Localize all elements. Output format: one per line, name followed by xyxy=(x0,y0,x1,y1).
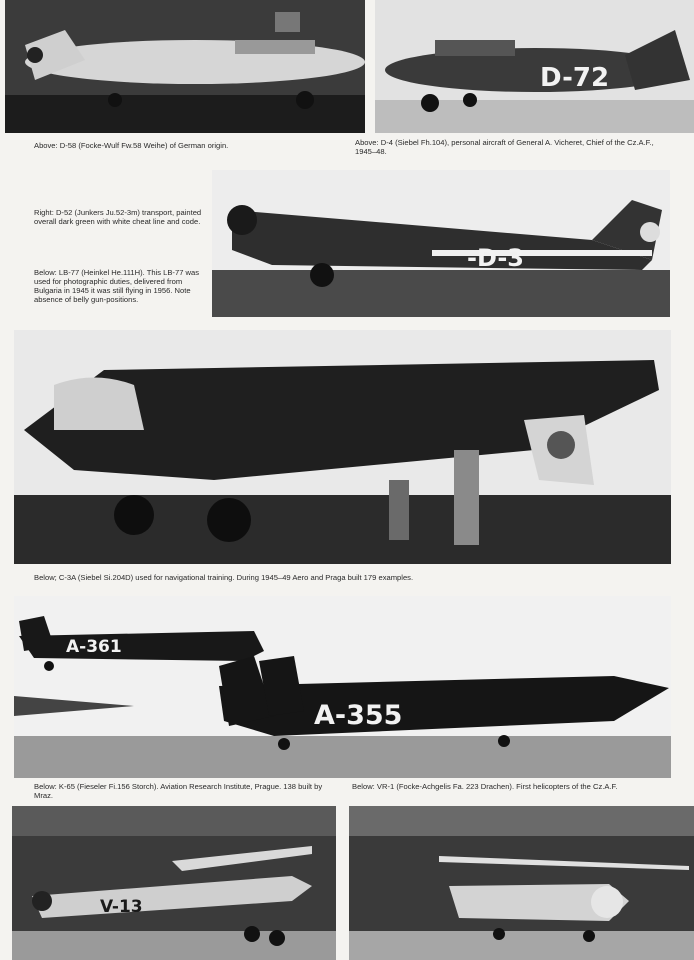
photo-c3a-siebel xyxy=(14,596,671,778)
photo-d58-weihe xyxy=(5,0,365,133)
aircraft-code: V-13 xyxy=(100,897,143,917)
aircraft-illustration xyxy=(212,170,670,317)
caption-k65: Below: K-65 (Fieseler Fi.156 Storch). Aviation Research Institute, Prague. 138 built by Mraz. xyxy=(34,782,323,800)
aircraft-illustration xyxy=(375,0,694,133)
photo-vr1-drachen xyxy=(349,806,694,960)
aircraft-illustration xyxy=(14,596,671,778)
caption-d58: Above: D-58 (Focke-Wulf Fw.58 Weihe) of German origin. xyxy=(34,141,229,150)
caption-d4: Above: D-4 (Siebel Fh.104), personal aircraft of General A. Vicheret, Chief of the Cz.A.F., 1945–48. xyxy=(355,138,654,156)
caption-vr1: Below: VR-1 (Focke-Achgelis Fa. 223 Drachen). First helicopters of the Cz.A.F. xyxy=(352,782,618,791)
caption-lb77: Below: LB-77 (Heinkel He.111H). This LB-77 was used for photographic duties, delivered from Bulgaria in 1945 it was still flying in 1956. Note absence of belly gun-positions. xyxy=(34,268,200,304)
photo-k65-storch xyxy=(12,806,336,960)
photo-d52-junkers xyxy=(212,170,670,317)
caption-c3a: Below; C-3A (Siebel Si.204D) used for navigational training. During 1945–49 Aero and Praga built 179 examples. xyxy=(34,573,414,582)
aircraft-illustration xyxy=(14,330,671,564)
aircraft-code: D-72 xyxy=(540,63,610,93)
photo-lb77-heinkel xyxy=(14,330,671,564)
aircraft-illustration xyxy=(5,0,365,133)
aircraft-code: -D-3 xyxy=(467,244,524,272)
aircraft-illustration xyxy=(349,806,694,960)
aircraft-illustration xyxy=(12,806,336,960)
caption-d52: Right: D-52 (Junkers Ju.52-3m) transport, painted overall dark green with white cheat line and code. xyxy=(34,208,202,226)
aircraft-code-2: A-355 xyxy=(314,700,403,731)
aircraft-code: A-361 xyxy=(66,637,122,657)
photo-d4-siebel xyxy=(375,0,694,133)
